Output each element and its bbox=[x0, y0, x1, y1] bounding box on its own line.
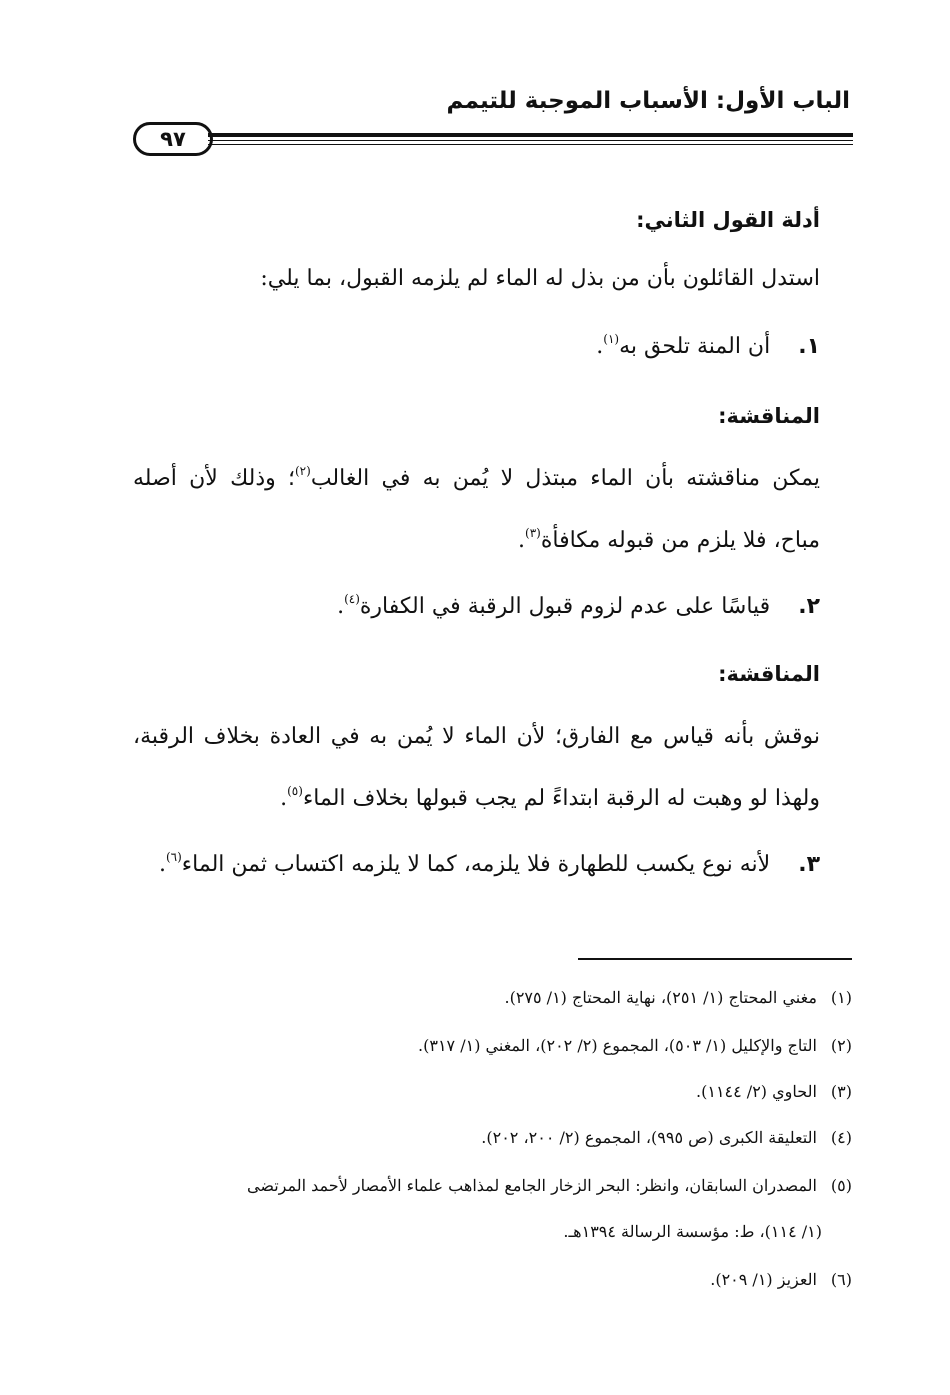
footnote-2 bbox=[418, 1036, 852, 1055]
discussion-2-line-1: نوقش بأنه قياس مع الفارق؛ لأن الماء لا يُمن به في العادة بخلاف الرقبة، bbox=[133, 724, 820, 749]
discussion-text: يمكن مناقشته بأن الماء مبتذل لا يُمن به في الغالب bbox=[310, 466, 820, 491]
list-item-text: قياسًا على عدم لزوم قبول الرقبة في الكفارة bbox=[359, 594, 771, 619]
footnote-ref[interactable]: (٥) bbox=[287, 783, 303, 798]
discussion-2-line-2 bbox=[280, 783, 820, 811]
discussion-text: ؛ وذلك لأن أصله bbox=[133, 466, 295, 491]
list-item-3 bbox=[158, 849, 820, 877]
footnote-ref[interactable]: (٦) bbox=[165, 849, 182, 864]
list-item-number: ٣. bbox=[798, 852, 820, 877]
list-item-1 bbox=[596, 331, 820, 359]
discussion-end: . bbox=[280, 786, 288, 811]
footnote-number: (٢) bbox=[830, 1036, 852, 1055]
footnote-number: (٦) bbox=[830, 1270, 852, 1289]
list-item-text: أن المنة تلحق به bbox=[619, 334, 771, 359]
running-head: الباب الأول: الأسباب الموجبة للتيمم bbox=[446, 88, 850, 114]
footnote-5-continuation: (١/ ١١٤)، ط: مؤسسة الرسالة ١٣٩٤هـ. bbox=[563, 1222, 822, 1241]
section-heading: أدلة القول الثاني: bbox=[636, 208, 820, 232]
header-rule-inner-line bbox=[208, 140, 853, 141]
footnote-text: مغني المحتاج (١/ ٢٥١)، نهاية المحتاج (١/ ٢٧٥). bbox=[504, 988, 817, 1007]
footnote-text: العزيز (١/ ٢٠٩). bbox=[710, 1270, 817, 1289]
discussion-1-line-1 bbox=[133, 463, 820, 491]
footnote-number: (٥) bbox=[830, 1176, 852, 1195]
page-number: ٩٧ bbox=[133, 122, 213, 156]
footnote-6 bbox=[710, 1270, 852, 1289]
discussion-end: . bbox=[518, 528, 526, 553]
footnote-ref[interactable]: (٤) bbox=[344, 591, 360, 606]
discussion-heading-2: المناقشة: bbox=[718, 662, 820, 686]
discussion-1-line-2 bbox=[518, 525, 820, 553]
header-rule bbox=[208, 133, 853, 145]
list-item-text: لأنه نوع يكسب للطهارة فلا يلزمه، كما لا يلزمه اكتساب ثمن الماء bbox=[181, 852, 771, 877]
footnote-1 bbox=[504, 988, 852, 1007]
discussion-text: مباح، فلا يلزم من قبوله مكافأة bbox=[540, 528, 820, 553]
footnote-ref[interactable]: (١) bbox=[603, 331, 620, 346]
footnote-4 bbox=[481, 1128, 852, 1147]
footnote-text: الحاوي (٢/ ١١٤٤). bbox=[696, 1082, 817, 1101]
list-item-number: ١. bbox=[798, 334, 820, 359]
footnote-separator bbox=[578, 958, 852, 960]
footnote-number: (٣) bbox=[830, 1082, 852, 1101]
footnote-number: (٤) bbox=[830, 1128, 852, 1147]
list-item-number: ٢. bbox=[798, 594, 820, 619]
list-item-end: . bbox=[158, 852, 166, 877]
list-item-2 bbox=[337, 591, 820, 619]
footnote-text: التعليقة الكبرى (ص ٩٩٥)، المجموع (٢/ ٢٠٠، ٢٠٢). bbox=[481, 1128, 817, 1147]
discussion-text: ولهذا لو وهبت له الرقبة ابتداءً لم يجب قبولها بخلاف الماء bbox=[302, 786, 820, 811]
footnote-5 bbox=[247, 1176, 852, 1195]
intro-paragraph: استدل القائلون بأن من بذل له الماء لم يلزمه القبول، بما يلي: bbox=[260, 266, 820, 291]
footnote-ref[interactable]: (٣) bbox=[525, 525, 541, 540]
list-item-end: . bbox=[596, 334, 604, 359]
footnote-ref[interactable]: (٢) bbox=[294, 463, 311, 478]
footnote-text: المصدران السابقان، وانظر: البحر الزخار الجامع لمذاهب علماء الأمصار لأحمد المرتضى bbox=[247, 1176, 817, 1195]
list-item-end: . bbox=[337, 594, 345, 619]
footnote-text: التاج والإكليل (١/ ٥٠٣)، المجموع (٢/ ٢٠٢)، المغني (١/ ٣١٧). bbox=[418, 1036, 817, 1055]
discussion-heading-1: المناقشة: bbox=[718, 404, 820, 428]
footnote-number: (١) bbox=[830, 988, 852, 1007]
footnote-3 bbox=[696, 1082, 852, 1101]
